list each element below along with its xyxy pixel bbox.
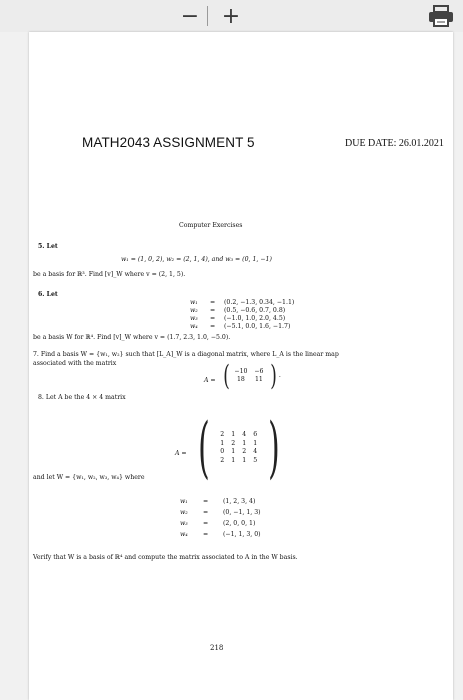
q7-cell-2-1: 18 [237, 376, 245, 383]
q8-cell-4-3: 1 [242, 456, 247, 464]
q8-cell-4-2: 1 [231, 456, 236, 464]
q8-right-paren: ) [267, 409, 280, 486]
q8-cell-3-3: 2 [242, 448, 247, 455]
q6-label: 6. Let [38, 291, 58, 298]
q6-eq-3: = [210, 315, 216, 322]
q7-cell-1-2: −6 [254, 367, 264, 375]
q8-left-paren: ( [198, 409, 210, 486]
q7-cell-1-1: −10 [234, 367, 248, 375]
q7-matrix-grid [232, 368, 268, 385]
q8-cell-1-4: 6 [253, 431, 258, 438]
q7-matrix [221, 359, 281, 392]
q7-period: . [278, 372, 281, 379]
section-heading: Computer Exercises [179, 222, 243, 229]
zoom-in-button[interactable]: + [221, 3, 241, 29]
toolbar-divider [207, 6, 208, 26]
q8-verify: Verify that W is a basis of ℝ⁴ and compute the matrix associated to A in the W basis. [33, 554, 298, 561]
q8-cell-4-1: 2 [220, 456, 225, 464]
q8-label: 8. Let A be the 4 × 4 matrix [38, 394, 126, 401]
q8-cell-1-3: 4 [242, 431, 247, 438]
q7-right-paren: ) [270, 359, 277, 392]
q8-lhs-2: w₂ [180, 509, 188, 516]
q6-lhs-4: w₄ [190, 323, 198, 330]
q8-let: and let W = {w₁, w₂, w₃, w₄} where [33, 474, 145, 481]
q8-cell-3-1: 0 [220, 448, 225, 455]
print-button[interactable] [427, 5, 455, 27]
q8-lhs-4: w₄ [180, 531, 188, 538]
page-number: 218 [210, 644, 224, 652]
zoom-out-button[interactable]: − [180, 3, 200, 29]
q8-rhs-3: (2, 0, 0, 1) [223, 520, 256, 527]
q7-cell-2-2: 11 [255, 376, 263, 383]
q8-matrix [191, 409, 287, 486]
q5-label: 5. Let [38, 243, 58, 250]
q8-cell-2-2: 2 [231, 439, 236, 447]
q8-rhs-4: (−1, 1, 3, 0) [223, 531, 261, 538]
q7-left-paren: ( [223, 359, 230, 392]
q6-lhs-2: w₂ [190, 307, 198, 314]
q5-text: be a basis for ℝ³. Find [v]_W where v = (2, 1, 5). [33, 271, 186, 278]
q5-vectors: w₁ = (1, 0, 2), w₂ = (2, 1, 4), and w₃ = (0, 1, −1) [121, 256, 272, 263]
q8-lhs-3: w₃ [180, 520, 188, 527]
q7-matrix-name: A = [204, 377, 216, 384]
q8-lhs-1: w₁ [180, 498, 188, 505]
viewer-toolbar [0, 0, 463, 32]
document-page [29, 32, 453, 700]
q8-cell-1-1: 2 [220, 431, 225, 438]
q7-line2: associated with the matrix [33, 360, 117, 367]
q6-eq-4: = [210, 323, 216, 330]
q8-cell-2-3: 1 [242, 439, 247, 447]
q6-rhs-3: (−1.0, 1.0, 2.0, 4.5) [224, 315, 286, 322]
q8-rhs-1: (1, 2, 3, 4) [223, 498, 256, 505]
q7-line1: 7. Find a basis W = {w₁, w₂} such that [L_A]_W is a diagonal matrix, where L_A is the linear map [33, 351, 339, 358]
q8-eq-4: = [203, 531, 209, 538]
q6-eq-1: = [210, 299, 216, 306]
q6-rhs-4: (−5.1, 0.0, 1.6, −1.7) [224, 323, 291, 330]
q8-matrix-name: A = [175, 450, 187, 457]
q6-eq-2: = [210, 307, 216, 314]
q8-cell-1-2: 1 [231, 431, 236, 438]
q8-eq-2: = [203, 509, 209, 516]
q6-lhs-1: w₁ [190, 299, 198, 306]
q6-lhs-3: w₃ [190, 315, 198, 322]
q6-rhs-2: (0.5, −0.6, 0.7, 0.8) [224, 307, 286, 314]
q6-text: be a basis W for ℝ⁴. Find [v]_W where v = (1.7, 2.3, 1.0, −5.0). [33, 334, 231, 341]
q8-cell-3-2: 1 [231, 448, 236, 455]
q8-cell-2-4: 1 [253, 439, 258, 447]
q8-rhs-2: (0, −1, 1, 3) [223, 509, 261, 516]
q8-eq-1: = [203, 498, 209, 505]
q8-eq-3: = [203, 520, 209, 527]
q8-cell-3-4: 4 [253, 448, 258, 455]
q6-rhs-1: (0.2, −1.3, 0.34, −1.1) [224, 299, 295, 306]
q8-cell-4-4: 5 [253, 456, 258, 464]
q8-matrix-grid [217, 431, 261, 465]
printer-icon [427, 5, 455, 27]
document-title: MATH2043 ASSIGNMENT 5 [82, 135, 255, 150]
due-date: DUE DATE: 26.01.2021 [345, 138, 444, 149]
q8-cell-2-1: 1 [220, 439, 225, 447]
